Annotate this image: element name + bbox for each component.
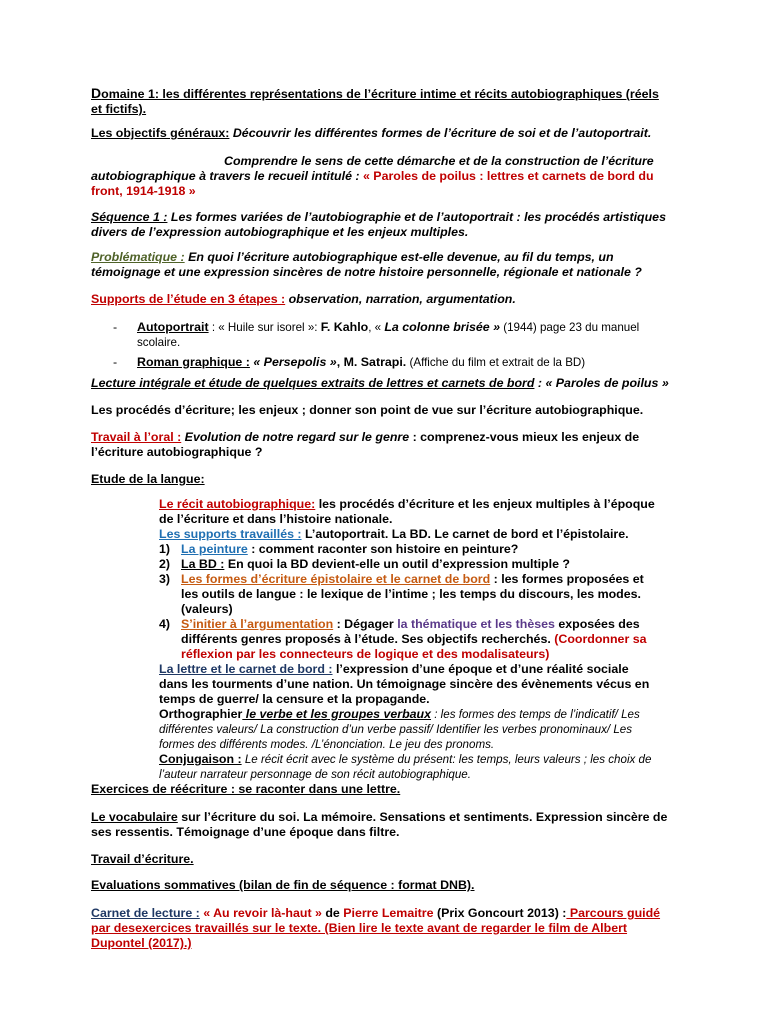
exercices-heading: Exercices de réécriture : se raconter dans une lettre.	[91, 782, 401, 796]
list-item: 3) Les formes d’écriture épistolaire et le carnet de bord : les formes proposées et les outils de langue : le lexique de l’intime ; les temps du discours, les modes. (valeurs)	[159, 572, 644, 616]
objectifs-line2	[91, 154, 671, 199]
sequence-paragraph	[91, 210, 671, 240]
oral-paragraph: Travail à l’oral : Evolution de notre regard sur le genre : comprenez-vous mieux les enjeux de l’écriture autobiographique ?	[91, 430, 640, 459]
peinture-label: La peinture	[181, 542, 248, 556]
objectifs-title: « Paroles de poilus : lettres et carnets de bord du front, 1914-1918 »	[91, 169, 654, 198]
supports-travailles-label: Les supports travaillés :	[159, 527, 302, 541]
conj-paragraph: Conjugaison : Le récit écrit avec le système du présent: les temps, leurs valeurs ; les choix de l’auteur narrateur personnage de son récit autobiographique.	[159, 752, 652, 781]
travail-ecriture-heading: Travail d’écriture.	[91, 852, 194, 866]
list-item: - Autoportrait : « Huile sur isorel »: F. Kahlo, « La colonne brisée » (1944) page 23 du manuel scolaire.	[91, 320, 671, 350]
domaine-text: omaine 1: les différentes représentations de l’écriture intime et récits autobiographiques (réels et fictifs).	[91, 87, 659, 116]
conj-label: Conjugaison :	[159, 752, 242, 766]
recit-paragraph: Le récit autobiographique: les procédés d’écriture et les enjeux multiples à l’époque de l’écriture et dans l’histoire nationale.	[159, 497, 655, 526]
lecture-paragraph	[91, 376, 671, 391]
bd-label: La BD :	[181, 557, 225, 571]
recit-label: Le récit autobiographique:	[159, 497, 316, 511]
ortho-label: Orthographier	[159, 707, 243, 721]
numbered-list	[159, 542, 659, 662]
domaine-heading	[91, 86, 671, 117]
lettre-label: La lettre et le carnet de bord :	[159, 662, 333, 676]
supports-text: observation, narration, argumentation.	[285, 292, 516, 306]
problematique-label: Problématique :	[91, 250, 185, 264]
vocab-label: Le vocabulaire	[91, 810, 178, 824]
problematique-text: En quoi l’écriture autobiographique est-elle devenue, au fil du temps, un témoignage et une expression sincères de notre histoire personnelle, régionale et nationale ?	[91, 250, 642, 279]
objectifs-label: Les objectifs généraux:	[91, 126, 230, 140]
carnet-paragraph: Carnet de lecture : « Au revoir là-haut » de Pierre Lemaitre (Prix Goncourt 2013) : Parcours guidé par desexercices travaillés sur le texte. (Bien lire le texte avant de regarder le film de Albert Dupontel (2017).)	[91, 906, 661, 950]
objectifs-line1	[91, 126, 671, 141]
oral-label: Travail à l’oral :	[91, 430, 182, 444]
sequence-text: Les formes variées de l’autobiographie et de l’autoportrait : les procédés artistiques divers de l’expression autobiographique et les enjeux multiples.	[91, 210, 666, 239]
lecture-label: Lecture intégrale et étude de quelques extraits de lettres et carnets de bord	[91, 376, 535, 390]
supports-paragraph	[91, 292, 671, 307]
roman-graphique-label: Roman graphique :	[137, 355, 250, 369]
procedes-paragraph: Les procédés d’écriture; les enjeux ; donner son point de vue sur l’écriture autobiographique.	[91, 403, 644, 417]
supports-list	[91, 320, 671, 370]
ortho-paragraph: Orthographier le verbe et les groupes verbaux : les formes des temps de l’indicatif/ Les différentes valeurs/ La construction d’un verbe passif/ Identifier les verbes pronominaux/ Les formes des différents modes. /L’énonciation. Le jeu des pronoms.	[159, 707, 640, 751]
supports-travailles: Les supports travaillés : L’autoportrait. La BD. Le carnet de bord et l’épistolaire.	[159, 527, 629, 541]
objectifs-text2: Comprendre le sens de cette démarche et de la construction de l’écriture autobiographique à travers le recueil intitulé :	[91, 154, 654, 183]
list-item: 1) La peinture : comment raconter son histoire en peinture?	[159, 542, 519, 556]
carnet-label: Carnet de lecture :	[91, 906, 200, 920]
lecture-text: : « Paroles de poilus »	[534, 376, 669, 390]
epistolaire-label: Les formes d’écriture épistolaire et le carnet de bord	[181, 572, 491, 586]
supports-label: Supports de l’étude en 3 étapes :	[91, 292, 286, 306]
list-item: 2) La BD : En quoi la BD devient-elle un outil d’expression multiple ?	[159, 557, 570, 571]
lettre-paragraph: La lettre et le carnet de bord : l’expression d’une époque et d’une réalité sociale dans les tourments d’une nation. Un témoignage sincère des évènements vécus en temps de guerre/ la censure et la propagande.	[159, 662, 650, 706]
list-item: 4) S’initier à l’argumentation : Dégager la thématique et les thèses exposées des différents genres proposés à l’étude. Ses objectifs recherchés. (Coordonner sa réflexion par les connecteurs de logique et des modalisateurs)	[159, 617, 647, 661]
domaine-initial: D	[91, 85, 102, 101]
vocab-paragraph: Le vocabulaire sur l’écriture du soi. La mémoire. Sensations et sentiments. Expression sincère de ses ressentis. Témoignage d’une époque dans filtre.	[91, 810, 668, 839]
sequence-label: Séquence 1 :	[91, 210, 168, 224]
list-item: - Roman graphique : « Persepolis », M. Satrapi. (Affiche du film et extrait de la BD)	[91, 355, 671, 370]
evaluations-heading: Evaluations sommatives (bilan de fin de séquence : format DNB).	[91, 878, 475, 892]
problematique-paragraph	[91, 250, 671, 280]
argumentation-label: S’initier à l’argumentation	[181, 617, 334, 631]
objectifs-text1: Découvrir les différentes formes de l’écriture de soi et de l’autoportrait.	[229, 126, 652, 140]
autoportrait-label: Autoportrait	[137, 320, 209, 334]
etude-heading: Etude de la langue:	[91, 472, 205, 486]
etude-details	[159, 497, 659, 782]
